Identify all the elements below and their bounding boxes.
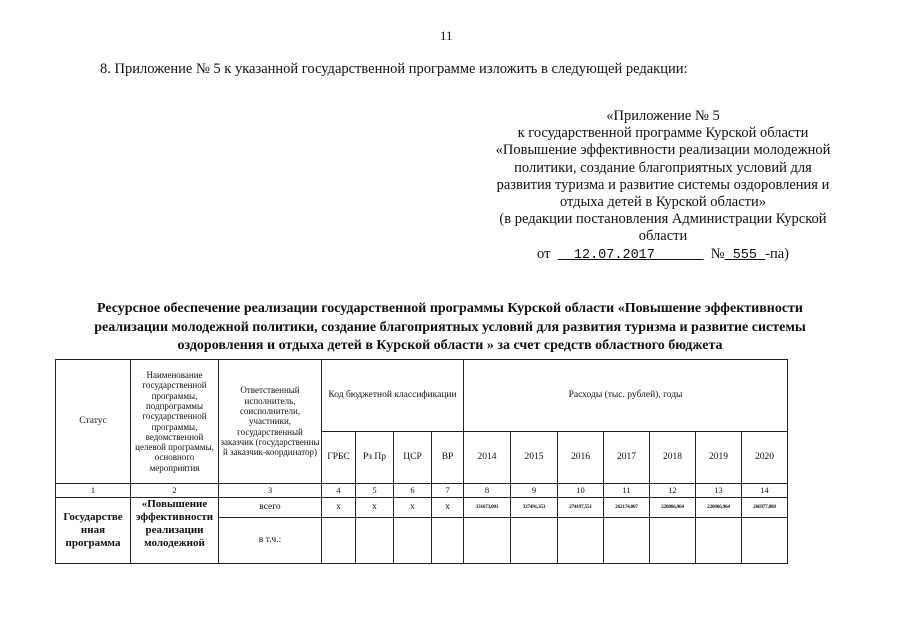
date-prefix: от — [537, 245, 551, 262]
row-status: Государстве нная программа — [56, 498, 131, 564]
row-value: 220866,964 — [650, 498, 696, 518]
grbs-header: ГРБС — [322, 432, 356, 484]
heading-line: оздоровления и отдыха детей в Курской области » за счет средств областного бюджета — [177, 338, 723, 353]
year-header: 2020 — [742, 432, 788, 484]
column-number: 12 — [650, 484, 696, 498]
row-program-name: «Повышение эффективности реализации молодежной — [131, 498, 219, 564]
row-executor-total: всего — [219, 498, 322, 518]
column-number: 7 — [432, 484, 464, 498]
empty-cell — [511, 518, 558, 564]
column-number: 10 — [558, 484, 604, 498]
row-code: х — [356, 498, 394, 518]
appendix-line: «Повышение эффективности реализации молодежной — [495, 142, 831, 159]
table-row — [56, 498, 788, 518]
column-number: 8 — [464, 484, 511, 498]
row-executor-incl: в т.ч.: — [219, 518, 322, 564]
vr-header: ВР — [432, 432, 464, 484]
appendix-date-line — [478, 246, 848, 264]
row-value: 327491,353 — [511, 498, 558, 518]
row-value: 266977,888 — [742, 498, 788, 518]
appendix-header — [478, 108, 848, 264]
column-number: 1 — [56, 484, 131, 498]
column-number: 5 — [356, 484, 394, 498]
column-number: 4 — [322, 484, 356, 498]
program-name-header: Наименование государственной программы, подпрограммы государственной программы, ведомственной целевой программы, основного мероприятия — [131, 360, 219, 484]
column-number: 11 — [604, 484, 650, 498]
empty-cell — [604, 518, 650, 564]
budget-table — [55, 359, 788, 564]
appendix-line: области — [638, 228, 688, 245]
number-prefix: № — [710, 245, 725, 262]
column-number: 14 — [742, 484, 788, 498]
empty-cell — [464, 518, 511, 564]
empty-cell — [742, 518, 788, 564]
appendix-line: (в редакции постановления Администрации Курской — [499, 211, 827, 228]
page-number: 11 — [440, 28, 453, 43]
appendix-line: к государственной программе Курской области — [517, 125, 809, 142]
column-number: 13 — [696, 484, 742, 498]
section-heading — [55, 300, 845, 356]
column-number: 2 — [131, 484, 219, 498]
empty-cell — [558, 518, 604, 564]
empty-cell — [356, 518, 394, 564]
row-code: х — [394, 498, 432, 518]
column-number: 3 — [219, 484, 322, 498]
decree-number — [725, 248, 766, 263]
rzpr-header: Рз Пр — [356, 432, 394, 484]
appendix-line: «Приложение № 5 — [606, 108, 720, 124]
year-header: 2017 — [604, 432, 650, 484]
appendix-line: политики, создание благоприятных условий для — [514, 159, 812, 176]
empty-cell — [394, 518, 432, 564]
executor-header: Ответственный исполнитель, соисполнители, участники, государственный заказчик (государственны й заказчик-координатор) — [219, 360, 322, 484]
year-header: 2019 — [696, 432, 742, 484]
number-suffix: -па) — [765, 245, 789, 262]
column-number-row — [56, 484, 788, 498]
column-number: 6 — [394, 484, 432, 498]
year-header: 2016 — [558, 432, 604, 484]
appendix-line: отдыха детей в Курской области» — [559, 194, 767, 211]
row-code: х — [432, 498, 464, 518]
year-header: 2014 — [464, 432, 511, 484]
csr-header: ЦСР — [394, 432, 432, 484]
row-value: 220866,964 — [696, 498, 742, 518]
year-header: 2018 — [650, 432, 696, 484]
empty-cell — [432, 518, 464, 564]
decree-number-value: 555 — [732, 247, 758, 263]
header-row — [56, 360, 788, 432]
empty-cell — [696, 518, 742, 564]
decree-date-value: 12.07.2017 — [573, 247, 655, 263]
row-code: х — [322, 498, 356, 518]
expenses-header: Расходы (тыс. рублей), годы — [464, 360, 788, 432]
decree-date — [558, 248, 704, 263]
row-value: 331673,001 — [464, 498, 511, 518]
budget-code-header: Код бюджетной классификации — [322, 360, 464, 432]
empty-cell — [322, 518, 356, 564]
status-header: Статус — [56, 360, 131, 484]
year-header: 2015 — [511, 432, 558, 484]
heading-line: реализации молодежной политики, создание благоприятных условий для развития туризма и развитие системы — [94, 319, 806, 335]
appendix-line: развития туризма и развитие системы оздоровления и — [496, 176, 830, 193]
intro-paragraph: 8. Приложение № 5 к указанной государственной программе изложить в следующей редакции: — [100, 61, 688, 77]
heading-line: Ресурсное обеспечение реализации государственной программы Курской области «Повышение эффективности — [97, 301, 803, 316]
row-value: 274197,551 — [558, 498, 604, 518]
row-value: 262174,007 — [604, 498, 650, 518]
column-number: 9 — [511, 484, 558, 498]
empty-cell — [650, 518, 696, 564]
